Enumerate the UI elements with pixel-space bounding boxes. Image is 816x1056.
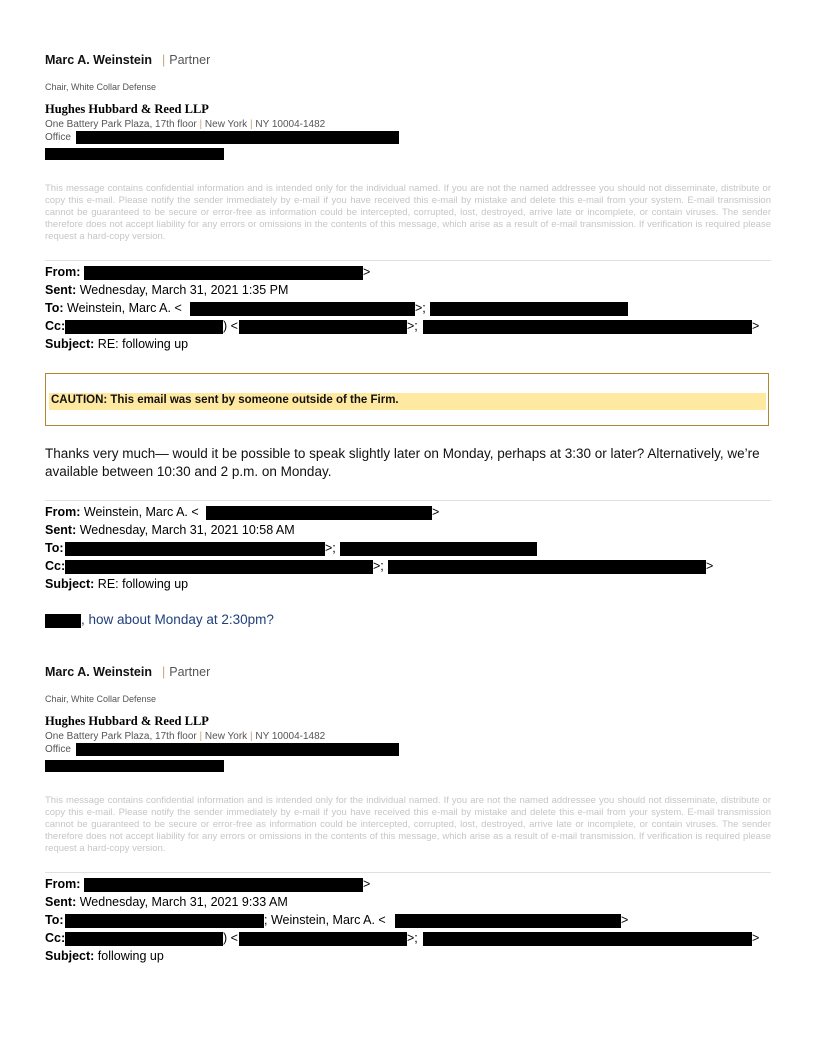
- email1-subject-value: RE: following up: [97, 337, 189, 351]
- address-state-zip: NY 10004-1482: [255, 119, 326, 130]
- to-label: To:: [45, 541, 64, 555]
- confidentiality-disclaimer: This message contains confidential information and is intended only for the individual named. If you are not the named addressee you should not disseminate, distribute or copy this e-mail. Please notify the sender immediately by e-mail if you have received this e-mail by mistake and delete this e-mail from your system. E-mail transmission cannot be guaranteed to be secure or error-free as information could be intercepted, corrupted, lost, destroyed, arrive late or incomplete, or contain viruses. The sender therefore does not accept liability for any errors or omissions in the contents of this message, which arise as a result of e-mail transmission. If verification is required please request a hard-copy version.: [45, 183, 771, 242]
- email1-to-row: [45, 301, 182, 315]
- email2-sent-row: [45, 523, 295, 537]
- caution-text: CAUTION: This email was sent by someone outside of the Firm.: [51, 394, 399, 406]
- redaction-box: [65, 560, 373, 574]
- punct: >: [621, 913, 629, 927]
- email2-subject-row: [45, 577, 188, 591]
- redaction-box: [423, 320, 752, 334]
- signature-office-label: Office: [45, 132, 71, 143]
- to-label: To:: [45, 301, 64, 315]
- email1-to-prefix: Weinstein, Marc A. <: [67, 301, 182, 315]
- punct: >;: [407, 319, 418, 333]
- signature-office-label: Office: [45, 744, 71, 755]
- redaction-box: [45, 760, 224, 772]
- signature-title: Partner: [169, 53, 211, 67]
- signature-separator: |: [161, 665, 166, 679]
- from-label: From:: [45, 505, 81, 519]
- subject-label: Subject:: [45, 949, 95, 963]
- punct: >: [432, 505, 440, 519]
- external-email-caution-banner: [45, 373, 769, 426]
- email3-to-mid: ; Weinstein, Marc A. <: [264, 913, 386, 927]
- redaction-box: [423, 932, 752, 946]
- divider: [45, 872, 771, 873]
- signature-firm: Hughes Hubbard & Reed LLP: [45, 714, 209, 728]
- punct: ) <: [223, 931, 238, 945]
- redaction-box: [239, 320, 407, 334]
- from-label: From:: [45, 265, 81, 279]
- redaction-box: [76, 131, 399, 144]
- redaction-box: [239, 932, 407, 946]
- email1-from-row: [45, 265, 80, 279]
- email2-to-row: [45, 541, 64, 555]
- email3-subject-value: following up: [97, 949, 164, 963]
- signature-role: Chair, White Collar Defense: [45, 82, 157, 92]
- email3-to-row: [45, 913, 64, 927]
- address-street: One Battery Park Plaza, 17th floor: [45, 731, 197, 742]
- cc-label: Cc:: [45, 559, 66, 573]
- signature-header: [45, 51, 210, 69]
- punct: >;: [373, 559, 384, 573]
- email2-from-prefix: Weinstein, Marc A. <: [83, 505, 199, 519]
- redaction-box: [76, 743, 399, 756]
- punct: >;: [407, 931, 418, 945]
- signature-separator: |: [161, 53, 166, 67]
- punct: >: [363, 265, 371, 279]
- redaction-box: [65, 914, 264, 928]
- email2-cc-row: [45, 559, 65, 573]
- redaction-box: [190, 302, 415, 316]
- address-state-zip: NY 10004-1482: [255, 731, 326, 742]
- sent-label: Sent:: [45, 523, 77, 537]
- email1-sent-value: Wednesday, March 31, 2021 1:35 PM: [79, 283, 289, 297]
- redaction-box: [388, 560, 706, 574]
- to-label: To:: [45, 913, 64, 927]
- redaction-box: [65, 932, 223, 946]
- punct: >;: [325, 541, 336, 555]
- email1-subject-row: [45, 337, 188, 351]
- redaction-box: [65, 320, 223, 334]
- signature-header: [45, 663, 210, 681]
- cc-label: Cc:: [45, 931, 66, 945]
- subject-label: Subject:: [45, 577, 95, 591]
- redaction-box: [395, 914, 621, 928]
- caution-highlight: [49, 393, 766, 410]
- punct: ) <: [223, 319, 238, 333]
- signature-name: Marc A. Weinstein: [45, 665, 152, 679]
- from-label: From:: [45, 877, 81, 891]
- redaction-box: [45, 148, 224, 160]
- redaction-box: [206, 506, 432, 520]
- signature-firm: Hughes Hubbard & Reed LLP: [45, 102, 209, 116]
- signature-role: Chair, White Collar Defense: [45, 694, 157, 704]
- redaction-box: [340, 542, 537, 556]
- redaction-box: [65, 542, 325, 556]
- punct: >: [752, 319, 760, 333]
- email3-cc-row: [45, 931, 65, 945]
- redaction-box: [45, 614, 81, 628]
- subject-label: Subject:: [45, 337, 95, 351]
- email3-sent-row: [45, 895, 288, 909]
- address-street: One Battery Park Plaza, 17th floor: [45, 119, 197, 130]
- email3-sent-value: Wednesday, March 31, 2021 9:33 AM: [79, 895, 288, 909]
- punct: >;: [415, 301, 426, 315]
- signature-title: Partner: [169, 665, 211, 679]
- cc-label: Cc:: [45, 319, 66, 333]
- address-city: New York: [204, 731, 248, 742]
- redaction-box: [84, 266, 363, 280]
- email2-body: , how about Monday at 2:30pm?: [81, 612, 274, 627]
- divider: [45, 260, 771, 261]
- email2-sent-value: Wednesday, March 31, 2021 10:58 AM: [79, 523, 295, 537]
- email2-subject-value: RE: following up: [97, 577, 189, 591]
- punct: >: [752, 931, 760, 945]
- punct: >: [363, 877, 371, 891]
- address-city: New York: [204, 119, 248, 130]
- email1-cc-row: [45, 319, 65, 333]
- email3-from-row: [45, 877, 80, 891]
- email3-subject-row: [45, 949, 164, 963]
- redaction-box: [84, 878, 363, 892]
- signature-address: One Battery Park Plaza, 17th floor | New York | NY 10004-1482: [45, 731, 326, 742]
- email1-body: Thanks very much— would it be possible to speak slightly later on Monday, perhaps at 3:30 or later? Alternatively, we’re available between 10:30 and 2 p.m. on Monday.: [45, 446, 760, 479]
- email2-from-row: [45, 505, 199, 519]
- redaction-box: [430, 302, 628, 316]
- sent-label: Sent:: [45, 895, 77, 909]
- signature-address: One Battery Park Plaza, 17th floor | New York | NY 10004-1482: [45, 119, 326, 130]
- email1-sent-row: [45, 283, 288, 297]
- confidentiality-disclaimer: This message contains confidential information and is intended only for the individual named. If you are not the named addressee you should not disseminate, distribute or copy this e-mail. Please notify the sender immediately by e-mail if you have received this e-mail by mistake and delete this e-mail from your system. E-mail transmission cannot be guaranteed to be secure or error-free as information could be intercepted, corrupted, lost, destroyed, arrive late or incomplete, or contain viruses. The sender therefore does not accept liability for any errors or omissions in the contents of this message, which arise as a result of e-mail transmission. If verification is required please request a hard-copy version.: [45, 795, 771, 854]
- signature-name: Marc A. Weinstein: [45, 53, 152, 67]
- sent-label: Sent:: [45, 283, 77, 297]
- punct: >: [706, 559, 714, 573]
- divider: [45, 500, 771, 501]
